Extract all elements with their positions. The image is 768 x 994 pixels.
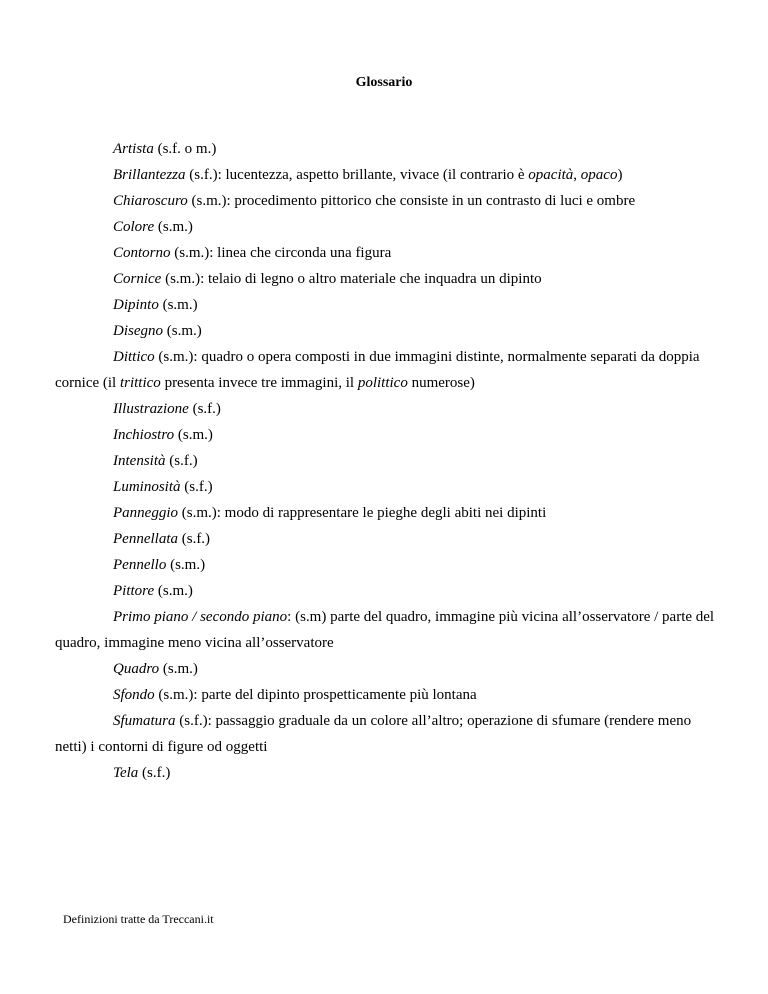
glossary-entry	[55, 526, 715, 552]
glossary-term: Sfumatura	[113, 713, 176, 729]
glossary-definition: numerose)	[407, 375, 475, 391]
glossary-term: Colore	[113, 219, 155, 235]
glossary-definition: (s.m.)	[154, 219, 193, 235]
page-title: Glossario	[355, 75, 413, 90]
glossary-definition: (s.m.)	[158, 297, 198, 313]
glossary-term: Dittico	[113, 349, 155, 365]
glossary-list	[55, 136, 715, 786]
glossary-entry	[55, 578, 715, 604]
glossary-emphasis: opaco	[580, 167, 618, 183]
glossary-definition: (s.m.): parte del dipinto prospetticamente più lontana	[154, 687, 477, 703]
glossary-entry	[55, 266, 715, 292]
glossary-definition: (s.m.)	[166, 557, 206, 573]
glossary-definition: (s.f.)	[177, 531, 211, 547]
glossary-entry	[55, 474, 715, 500]
glossary-definition: (s.f.)	[138, 765, 171, 781]
glossary-entry	[55, 162, 715, 188]
glossary-term: Pennello	[113, 557, 167, 573]
glossary-entry	[55, 682, 715, 708]
glossary-definition: (s.m.): quadro o opera composti in due immagini distinte, normalmente separati da doppia cornice (il	[55, 349, 700, 391]
glossary-emphasis: trittico	[119, 375, 161, 391]
glossary-entry	[55, 240, 715, 266]
glossary-definition: (s.m.)	[163, 323, 202, 339]
glossary-definition: (s.m.)	[174, 427, 213, 443]
glossary-definition: (s.f.): passaggio graduale da un colore all’altro; operazione di sfumare (rendere meno netti) i contorni di figure od oggetti	[55, 713, 692, 755]
glossary-definition: (s.m.): modo di rappresentare le pieghe degli abiti nei dipinti	[178, 505, 547, 521]
glossary-definition: (s.m.): procedimento pittorico che consiste in un contrasto di luci e ombre	[187, 193, 636, 209]
glossary-term: Artista	[113, 141, 154, 157]
glossary-entry	[55, 656, 715, 682]
glossary-term: Chiaroscuro	[113, 193, 188, 209]
glossary-entry	[55, 500, 715, 526]
glossary-definition: (s.f.)	[165, 453, 198, 469]
glossary-definition: : (s.m) parte del quadro, immagine più vicina all’osservatore / parte del quadro, immagine meno vicina all’osservatore	[55, 609, 715, 651]
glossary-definition: (s.f.)	[188, 401, 221, 417]
glossary-entry	[55, 214, 715, 240]
glossary-term: Pennellata	[113, 531, 178, 547]
glossary-definition: (s.f.): lucentezza, aspetto brillante, vivace (il contrario è	[185, 167, 529, 183]
glossary-term: Tela	[113, 765, 139, 781]
glossary-term: Contorno	[113, 245, 171, 261]
glossary-term: Brillantezza	[113, 167, 186, 183]
glossary-term: Inchiostro	[113, 427, 175, 443]
glossary-term: Luminosità	[113, 479, 181, 495]
glossary-term: Quadro	[113, 661, 160, 677]
glossary-entry	[55, 396, 715, 422]
glossary-definition: (s.m.): linea che circonda una figura	[170, 245, 392, 261]
glossary-entry	[55, 708, 715, 760]
glossary-term: Pittore	[113, 583, 155, 599]
glossary-term: Intensità	[113, 453, 166, 469]
glossary-definition: (s.f.)	[180, 479, 213, 495]
glossary-term: Illustrazione	[113, 401, 189, 417]
glossary-term: Cornice	[113, 271, 162, 287]
glossary-definition: (s.m.)	[154, 583, 193, 599]
glossary-definition: (s.m.): telaio di legno o altro materiale che inquadra un dipinto	[161, 271, 542, 287]
glossary-definition: )	[617, 167, 623, 183]
glossary-definition: (s.f. o m.)	[153, 141, 217, 157]
glossary-entry	[55, 552, 715, 578]
footer-note: Definizioni tratte da Treccani.it	[63, 912, 214, 926]
glossary-emphasis: opacità	[528, 167, 574, 183]
glossary-entry	[55, 136, 715, 162]
glossary-emphasis: polittico	[357, 375, 408, 391]
glossary-definition: (s.m.)	[159, 661, 198, 677]
glossary-entry	[55, 422, 715, 448]
glossary-definition: ,	[573, 167, 581, 183]
glossary-definition: presenta invece tre immagini, il	[160, 375, 358, 391]
glossary-entry	[55, 604, 715, 656]
glossary-entry	[55, 344, 715, 396]
glossary-term: Dipinto	[113, 297, 159, 313]
glossary-entry	[55, 760, 715, 786]
glossary-entry	[55, 188, 715, 214]
glossary-term: Panneggio	[113, 505, 178, 521]
glossary-term: Primo piano / secondo piano	[113, 609, 288, 625]
glossary-entry	[55, 292, 715, 318]
glossary-entry	[55, 448, 715, 474]
glossary-term: Disegno	[113, 323, 163, 339]
glossary-term: Sfondo	[113, 687, 155, 703]
glossary-entry	[55, 318, 715, 344]
